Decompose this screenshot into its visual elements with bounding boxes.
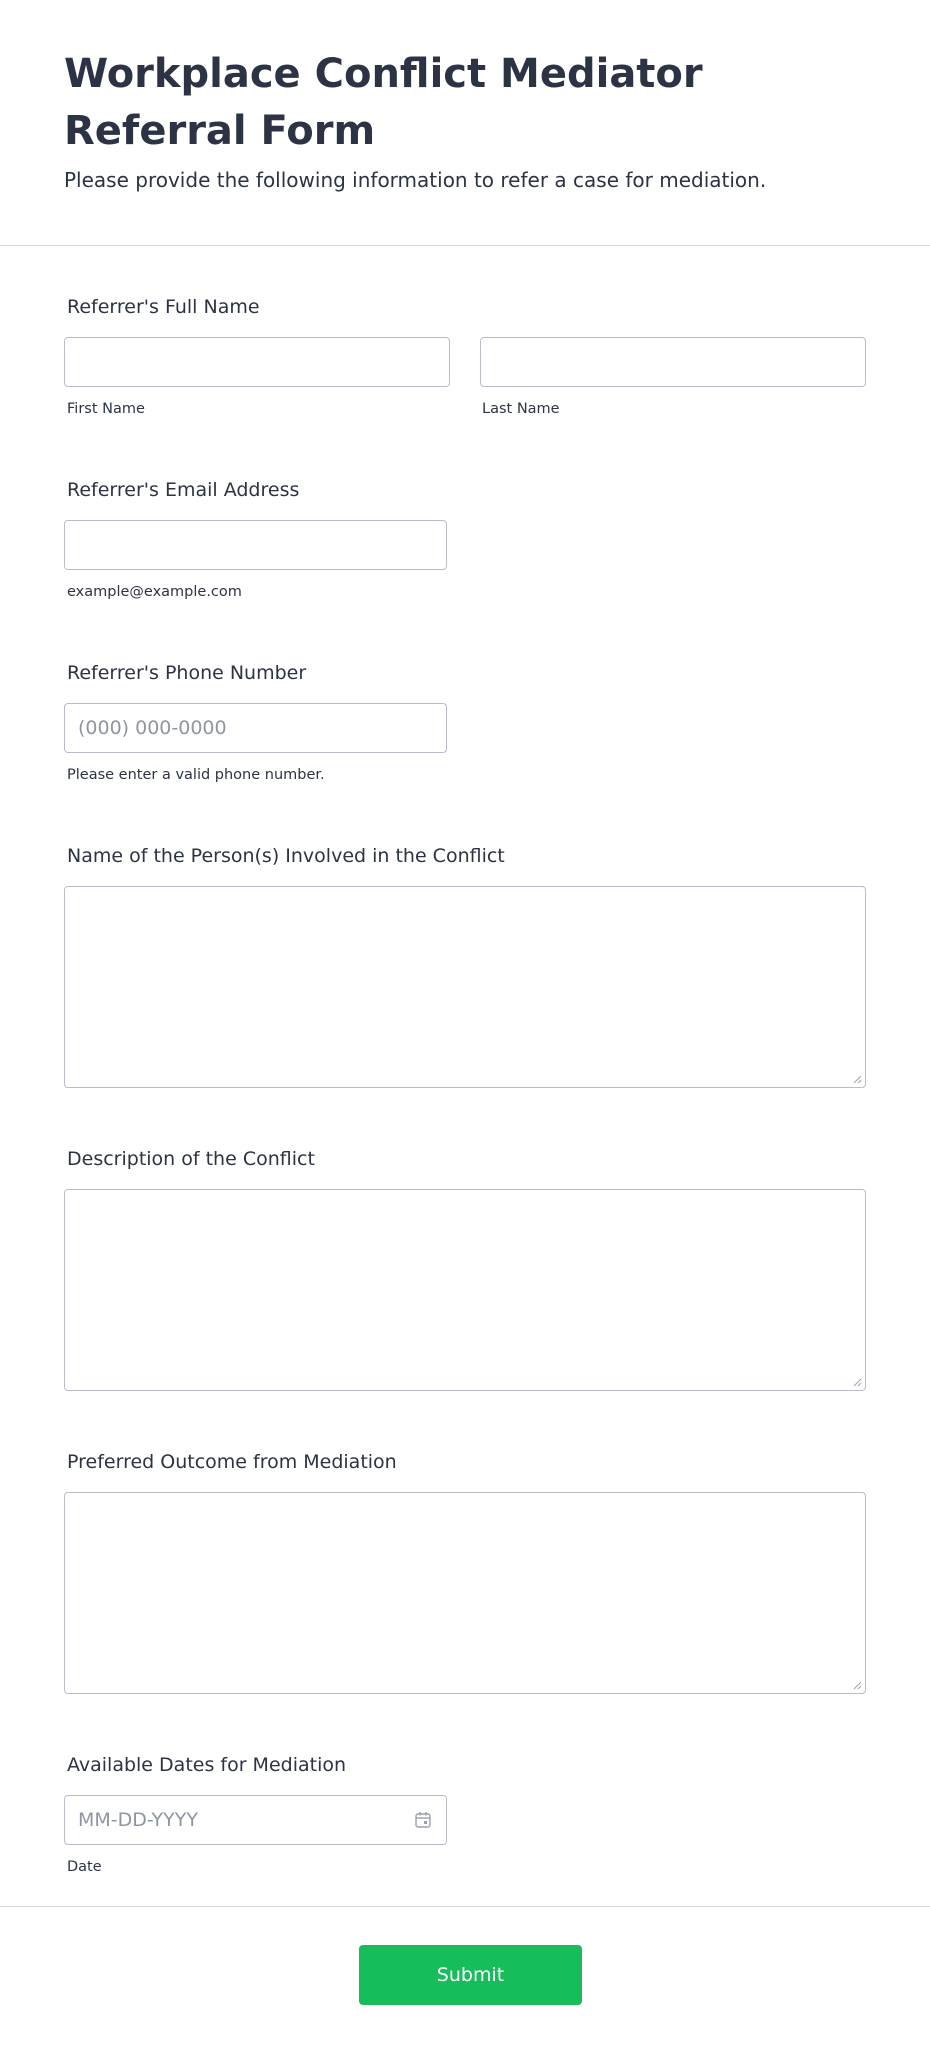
description-label: Description of the Conflict xyxy=(67,1148,315,1170)
last-name-sublabel: Last Name xyxy=(482,401,560,417)
email-label: Referrer's Email Address xyxy=(67,479,300,501)
description-textarea[interactable] xyxy=(64,1189,866,1391)
last-name-input[interactable] xyxy=(480,337,866,387)
phone-placeholder: (000) 000-0000 xyxy=(78,717,227,739)
form-subtitle: Please provide the following information to refer a case for mediation. xyxy=(64,168,767,192)
available-dates-label: Available Dates for Mediation xyxy=(67,1754,347,1776)
phone-label: Referrer's Phone Number xyxy=(67,662,307,684)
form-title: Workplace Conflict Mediator Referral Form xyxy=(64,51,703,154)
email-input[interactable] xyxy=(64,520,447,570)
persons-involved-textarea[interactable] xyxy=(64,886,866,1088)
preferred-outcome-textarea[interactable] xyxy=(64,1492,866,1694)
first-name-input[interactable] xyxy=(64,337,450,387)
persons-involved-label: Name of the Person(s) Involved in the Conflict xyxy=(67,845,505,867)
resize-grip-icon[interactable] xyxy=(852,1680,862,1690)
full-name-label: Referrer's Full Name xyxy=(67,296,260,318)
date-sublabel: Date xyxy=(67,1859,102,1875)
resize-grip-icon[interactable] xyxy=(852,1377,862,1387)
date-input[interactable] xyxy=(64,1795,447,1845)
date-placeholder: MM-DD-YYYY xyxy=(78,1809,198,1831)
preferred-outcome-label: Preferred Outcome from Mediation xyxy=(67,1451,397,1473)
email-sublabel: example@example.com xyxy=(67,584,242,600)
phone-sublabel: Please enter a valid phone number. xyxy=(67,767,325,783)
calendar-icon[interactable] xyxy=(413,1810,433,1830)
resize-grip-icon[interactable] xyxy=(852,1074,862,1084)
submit-button[interactable]: Submit xyxy=(359,1945,582,2005)
phone-input[interactable] xyxy=(64,703,447,753)
form-header xyxy=(0,0,930,246)
first-name-sublabel: First Name xyxy=(67,401,145,417)
